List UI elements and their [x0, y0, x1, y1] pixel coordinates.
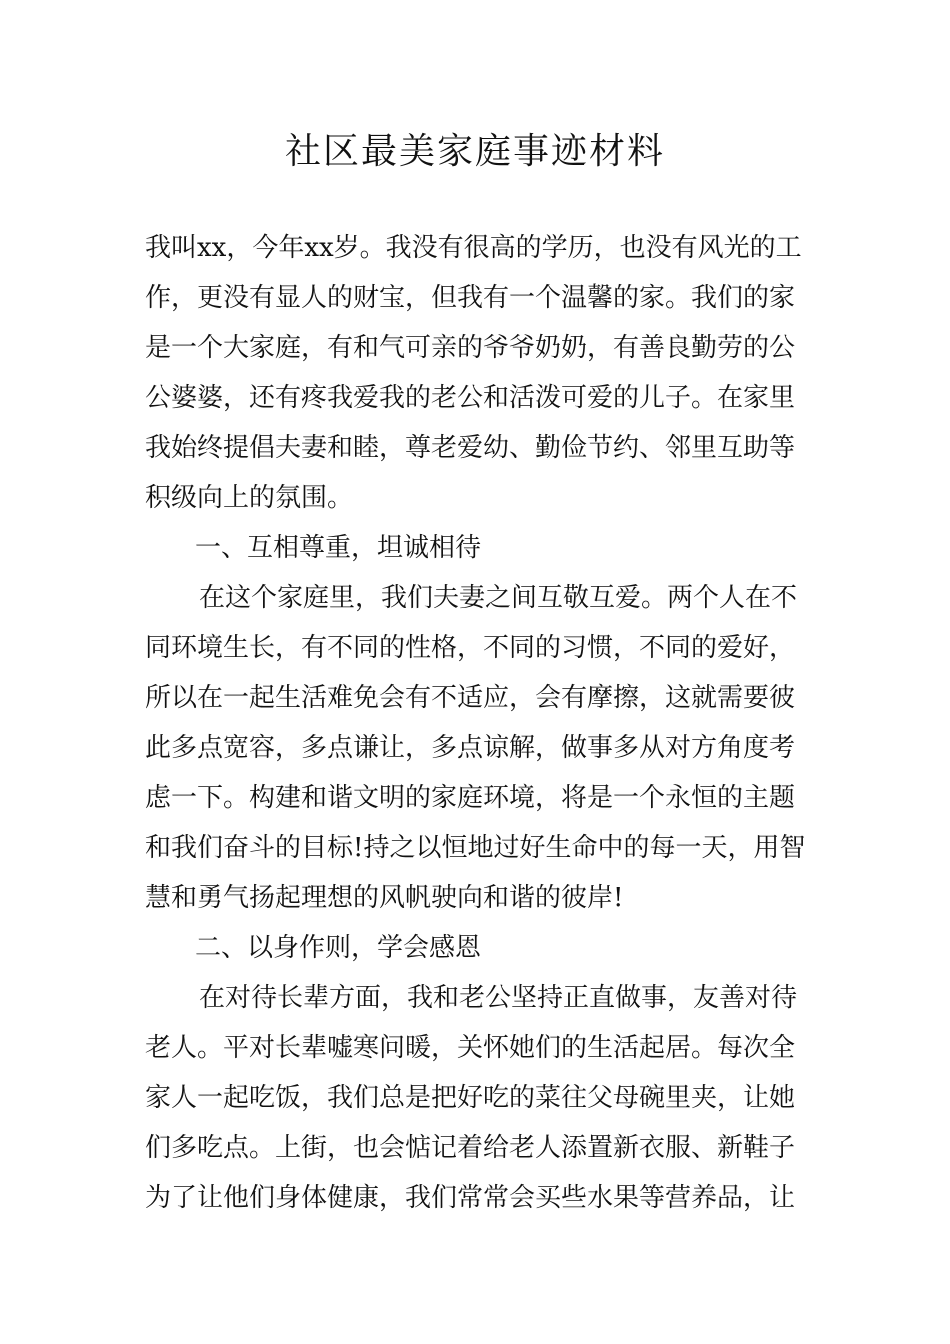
body-line: 为了让他们身体健康，我们常常会买些水果等营养品，让	[145, 1183, 796, 1213]
body-line: 在这个家庭里，我们夫妻之间互敬互爱。两个人在不	[199, 583, 798, 613]
body-line: 们多吃点。上街，也会惦记着给老人添置新衣服、新鞋子	[145, 1133, 796, 1163]
body-line: 家人一起吃饭，我们总是把好吃的菜往父母碗里夹，让她	[145, 1083, 796, 1113]
body-line: 我叫xx，今年xx岁。我没有很高的学历，也没有风光的工	[145, 233, 802, 263]
body-line: 虑一下。构建和谐文明的家庭环境，将是一个永恒的主题	[145, 783, 796, 813]
section-heading-2: 二、以身作则，学会感恩	[195, 933, 482, 963]
body-line: 所以在一起生活难免会有不适应，会有摩擦，这就需要彼	[145, 683, 796, 713]
body-line: 公婆婆，还有疼我爱我的老公和活泼可爱的儿子。在家里	[145, 383, 796, 413]
body-line: 作，更没有显人的财宝，但我有一个温馨的家。我们的家	[145, 283, 796, 313]
body-line: 是一个大家庭，有和气可亲的爷爷奶奶，有善良勤劳的公	[145, 333, 796, 363]
body-line: 此多点宽容，多点谦让，多点谅解，做事多从对方角度考	[145, 733, 796, 763]
body-line: 老人。平对长辈嘘寒问暖，关怀她们的生活起居。每次全	[145, 1033, 796, 1063]
body-line: 我始终提倡夫妻和睦，尊老爱幼、勤俭节约、邻里互助等	[145, 433, 796, 463]
body-line: 和我们奋斗的目标!持之以恒地过好生命中的每一天，用智	[145, 833, 806, 863]
body-line: 在对待长辈方面，我和老公坚持正直做事，友善对待	[199, 983, 798, 1013]
body-line: 慧和勇气扬起理想的风帆驶向和谐的彼岸!	[145, 883, 624, 913]
document-body	[145, 223, 810, 1223]
body-line: 积级向上的氛围。	[145, 483, 354, 513]
section-heading-1: 一、互相尊重，坦诚相待	[195, 533, 482, 563]
body-line: 同环境生长，有不同的性格，不同的习惯，不同的爱好，	[145, 633, 796, 663]
document-title: 社区最美家庭事迹材料	[284, 131, 665, 172]
